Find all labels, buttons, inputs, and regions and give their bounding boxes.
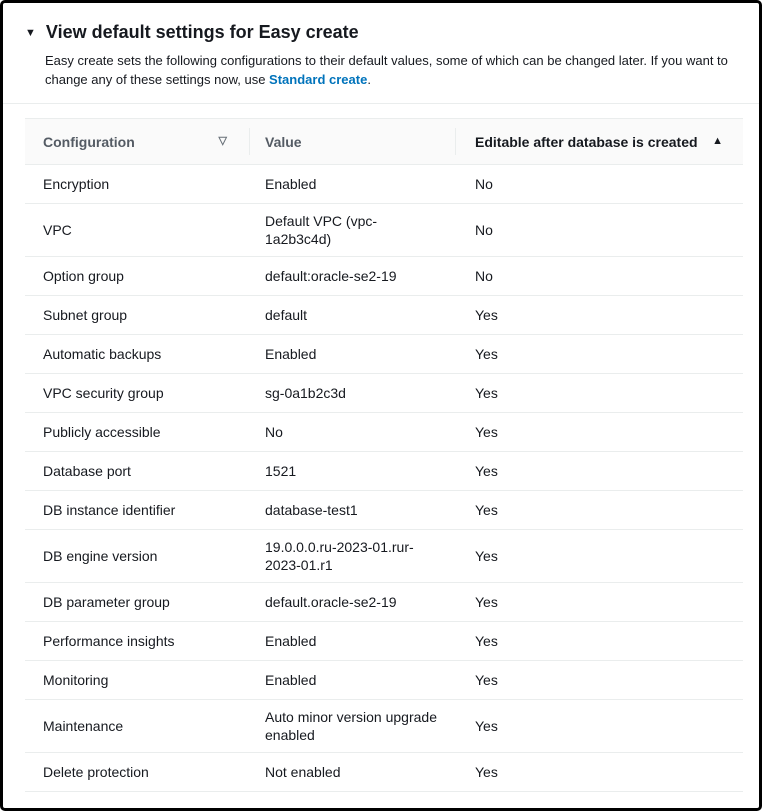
section-title: View default settings for Easy create bbox=[45, 22, 359, 42]
configuration-cell: Maintenance bbox=[25, 700, 249, 753]
editable-cell: Yes bbox=[455, 661, 743, 700]
column-header-value[interactable] bbox=[249, 119, 455, 165]
editable-cell: Yes bbox=[455, 296, 743, 335]
editable-cell: No bbox=[455, 204, 743, 257]
editable-header-label: Editable after database is created bbox=[475, 133, 698, 150]
table-row bbox=[25, 491, 743, 530]
configuration-cell: DB parameter group bbox=[25, 583, 249, 622]
easy-create-settings-section bbox=[3, 3, 759, 104]
description-period: . bbox=[367, 72, 371, 87]
configuration-cell: DB instance identifier bbox=[25, 491, 249, 530]
value-header-label: Value bbox=[265, 133, 302, 150]
sort-outline-triangle-icon: ▽ bbox=[218, 135, 227, 147]
table-body bbox=[25, 165, 743, 792]
settings-table bbox=[25, 118, 737, 792]
value-cell: Auto minor version upgrade enabled bbox=[249, 700, 455, 753]
table-row bbox=[25, 700, 743, 753]
editable-cell: Yes bbox=[455, 491, 743, 530]
value-cell: Enabled bbox=[249, 165, 455, 204]
value-cell: default.oracle-se2-19 bbox=[249, 583, 455, 622]
table-row bbox=[25, 413, 743, 452]
configuration-cell: Delete protection bbox=[25, 753, 249, 792]
value-cell: Enabled bbox=[249, 335, 455, 374]
triangle-down-icon: ▼ bbox=[25, 27, 36, 39]
editable-cell: Yes bbox=[455, 622, 743, 661]
configuration-header-label: Configuration bbox=[43, 133, 135, 150]
value-cell: Default VPC (vpc-1a2b3c4d) bbox=[249, 204, 455, 257]
configuration-cell: Performance insights bbox=[25, 622, 249, 661]
editable-cell: Yes bbox=[455, 374, 743, 413]
value-cell: Enabled bbox=[249, 622, 455, 661]
editable-cell: Yes bbox=[455, 583, 743, 622]
configuration-cell: Automatic backups bbox=[25, 335, 249, 374]
editable-cell: Yes bbox=[455, 753, 743, 792]
configuration-cell: DB engine version bbox=[25, 530, 249, 583]
editable-cell: Yes bbox=[455, 413, 743, 452]
value-cell: Not enabled bbox=[249, 753, 455, 792]
value-cell: default:oracle-se2-19 bbox=[249, 257, 455, 296]
editable-cell: Yes bbox=[455, 530, 743, 583]
value-cell: 19.0.0.0.ru-2023-01.rur-2023-01.r1 bbox=[249, 530, 455, 583]
configuration-cell: Encryption bbox=[25, 165, 249, 204]
editable-cell: No bbox=[455, 257, 743, 296]
standard-create-link[interactable]: Standard create bbox=[269, 72, 368, 87]
table-row bbox=[25, 374, 743, 413]
configuration-cell: Database port bbox=[25, 452, 249, 491]
configuration-cell: Publicly accessible bbox=[25, 413, 249, 452]
value-cell: sg-0a1b2c3d bbox=[249, 374, 455, 413]
column-header-editable[interactable] bbox=[455, 119, 743, 165]
table-row bbox=[25, 257, 743, 296]
value-cell: 1521 bbox=[249, 452, 455, 491]
table-row bbox=[25, 530, 743, 583]
value-cell: Enabled bbox=[249, 661, 455, 700]
configuration-cell: Monitoring bbox=[25, 661, 249, 700]
value-cell: database-test1 bbox=[249, 491, 455, 530]
column-header-configuration[interactable] bbox=[25, 119, 249, 165]
table-row bbox=[25, 296, 743, 335]
table-row bbox=[25, 622, 743, 661]
table-row bbox=[25, 204, 743, 257]
value-cell: No bbox=[249, 413, 455, 452]
configuration-cell: Subnet group bbox=[25, 296, 249, 335]
description-text: Easy create sets the following configurations to their default values, some of which can be changed later. If you want to change any of these settings now, use bbox=[45, 53, 728, 87]
table-row bbox=[25, 753, 743, 792]
table-row bbox=[25, 165, 743, 204]
configuration-cell: VPC security group bbox=[25, 374, 249, 413]
editable-cell: No bbox=[455, 165, 743, 204]
section-description bbox=[45, 51, 737, 89]
editable-cell: Yes bbox=[455, 335, 743, 374]
configuration-cell: VPC bbox=[25, 204, 249, 257]
table-row bbox=[25, 583, 743, 622]
table-header-row bbox=[25, 119, 743, 165]
table-row bbox=[25, 452, 743, 491]
configuration-cell: Option group bbox=[25, 257, 249, 296]
editable-cell: Yes bbox=[455, 452, 743, 491]
editable-cell: Yes bbox=[455, 700, 743, 753]
table-row bbox=[25, 661, 743, 700]
table-row bbox=[25, 335, 743, 374]
section-expander-toggle[interactable] bbox=[25, 22, 737, 43]
value-cell: default bbox=[249, 296, 455, 335]
sort-ascending-icon: ▲ bbox=[712, 135, 723, 147]
